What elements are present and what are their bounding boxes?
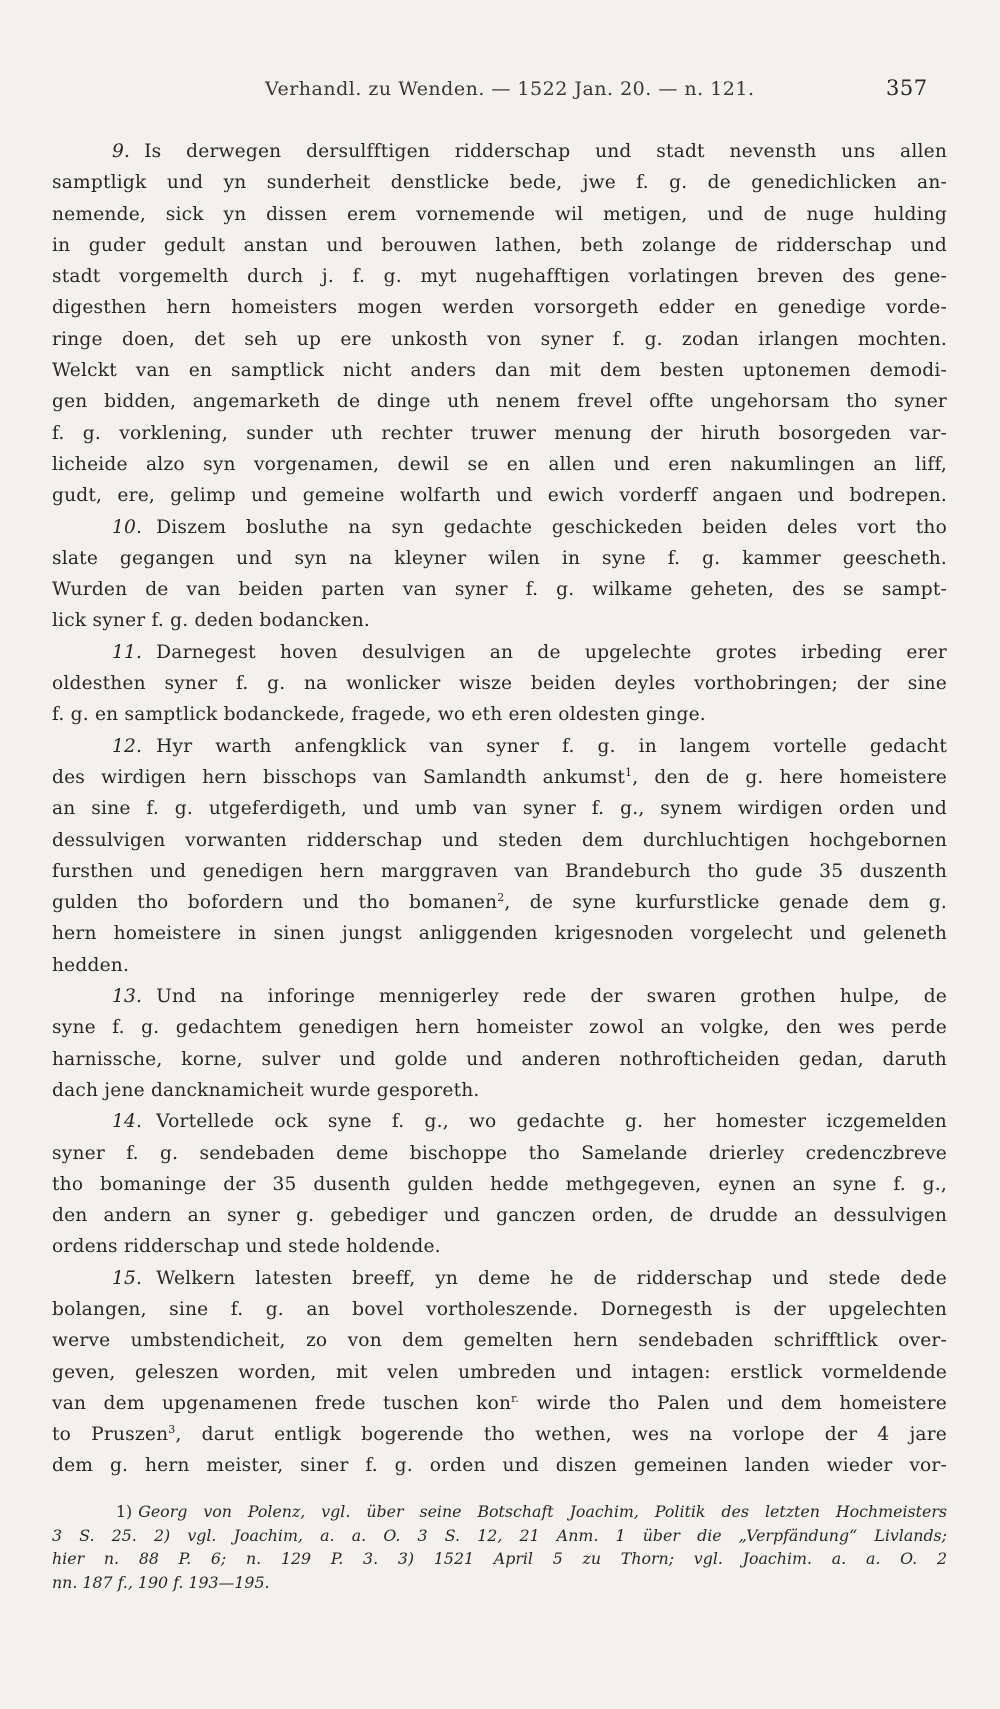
- line-text: syner f. g. sendebaden deme bischoppe tho Samelande drierley credenczbreve: [52, 1142, 947, 1164]
- footnote-text: 3 S. 25. 2) vgl. Joachim, a. a. O. 3 S. 12, 21 Anm. 1 über die „Verpfändung“ Livlands;: [52, 1525, 947, 1545]
- text-line: [52, 418, 947, 449]
- text-line: [52, 574, 947, 605]
- line-text: slate gegangen und syn na kleyner wilen in syne f. g. kammer geescheth.: [52, 547, 947, 569]
- line-text: fursthen und genedigen hern marggraven van Brandeburch tho gude 35 duszenth: [52, 860, 947, 882]
- text-line: [52, 449, 947, 480]
- line-text: Darnegest hoven desulvigen an de upgelechte grotes irbeding erer: [156, 641, 947, 663]
- line-text: van dem upgenamenen frede tuschen kon: [52, 1392, 512, 1414]
- text-line: [52, 261, 947, 292]
- text-line: [52, 605, 947, 636]
- text-line: [52, 950, 947, 981]
- line-text: Diszem bosluthe na syn gedachte geschickeden beiden deles vort tho: [156, 516, 947, 538]
- line-text: , darut entligk bogerende tho wethen, wes na vorlope der 4 jare: [175, 1424, 947, 1446]
- line-text: nemende, sick yn dissen erem vornemende wil metigen, und de nuge hulding: [52, 203, 947, 225]
- footnote-ref: 1: [625, 765, 633, 779]
- text-line: [52, 1075, 947, 1106]
- text-line: [52, 1294, 947, 1325]
- text-line: [52, 856, 947, 887]
- text-line: [52, 918, 947, 949]
- text-line: [52, 1231, 947, 1262]
- footnote-line: [52, 1571, 947, 1595]
- footnotes: [52, 1500, 947, 1594]
- paragraph-number: 15.: [112, 1267, 143, 1289]
- line-text: Hyr warth anfengklick van syner f. g. in langem vortelle gedacht: [156, 735, 947, 757]
- paragraph-number: 13.: [112, 986, 143, 1008]
- line-text: des wirdigen hern bisschops van Samlandth ankumst: [52, 766, 626, 788]
- text-line: [52, 668, 947, 699]
- text-line: [52, 637, 947, 668]
- line-text: lick syner f. g. deden bodancken.: [52, 610, 370, 632]
- footnote-ref: 3: [168, 1423, 176, 1437]
- paragraph-number: 14.: [112, 1111, 143, 1133]
- text-line: [52, 1169, 947, 1200]
- line-text: Wurden de van beiden parten van syner f. g. wilkame geheten, des se sampt-: [52, 579, 947, 601]
- text-line: [52, 1106, 947, 1137]
- paragraph-number: 10.: [112, 516, 143, 538]
- line-text: stadt vorgemelth durch j. f. g. myt nugehafftigen vorlatingen breven des gene-: [52, 266, 947, 288]
- line-text: harnissche, korne, sulver und golde und anderen nothrofticheiden gedan, daruth: [52, 1048, 947, 1070]
- line-text: Is derwegen dersulfftigen ridderschap und stadt nevensth uns allen: [144, 141, 947, 162]
- text-line: [52, 292, 947, 323]
- footnote-ref: 2: [497, 891, 505, 905]
- line-text: an sine f. g. utgeferdigeth, und umb van syner f. g., synem wirdigen orden und: [52, 798, 947, 820]
- text-line: [52, 981, 947, 1012]
- text-line: [52, 1200, 947, 1231]
- text-line: [52, 1138, 947, 1169]
- footnote-line: [52, 1547, 947, 1571]
- line-text: Welckt van en samptlick nicht anders dan mit dem besten uptonemen demodi-: [52, 360, 947, 382]
- text-line: [52, 793, 947, 824]
- text-line: [52, 1012, 947, 1043]
- page-header: [0, 72, 1000, 112]
- line-text: dessulvigen vorwanten ridderschap und steden dem durchluchtigen hochgebornen: [52, 829, 947, 851]
- line-text: , de syne kurfurstlicke genade dem g.: [504, 892, 947, 914]
- paragraph-number: 11.: [112, 641, 143, 663]
- footnote-text: hier n. 88 P. 6; n. 129 P. 3. 3) 1521 April 5 zu Thorn; vgl. Joachim. a. a. O. 2: [52, 1549, 947, 1569]
- line-text: den andern an syner g. gebediger und ganczen orden, de drudde an dessulvigen: [52, 1205, 947, 1227]
- paragraph-number: 9.: [112, 141, 131, 162]
- text-line: [52, 1450, 947, 1481]
- paragraph-number: 12.: [112, 735, 143, 757]
- line-text: bolangen, sine f. g. an bovel vortholeszende. Dornegesth is der upgelechten: [52, 1298, 947, 1320]
- line-text: ordens ridderschap und stede holdende.: [52, 1236, 441, 1258]
- line-text: wirde tho Palen und dem homeistere: [519, 1392, 947, 1414]
- text-line: [52, 825, 947, 856]
- line-text: werve umbstendicheit, zo von dem gemelten hern sendebaden schrifftlick over-: [52, 1330, 947, 1352]
- text-line: [52, 167, 947, 198]
- text-line: [52, 543, 947, 574]
- text-line: [52, 324, 947, 355]
- text-line: [52, 1263, 947, 1294]
- line-text: tho bomaninge der 35 dusenth gulden hedde methgegeven, eynen an syne f. g.,: [52, 1173, 947, 1195]
- line-text: samptligk und yn sunderheit denstlicke bede, jwe f. g. de genedichlicken an-: [52, 172, 947, 194]
- text-line: [52, 480, 947, 511]
- text-line: [52, 1388, 947, 1419]
- text-line: [52, 699, 947, 730]
- line-text: ringe doen, det seh up ere unkosth von syner f. g. zodan irlangen mochten.: [52, 328, 947, 350]
- line-text: digesthen hern homeisters mogen werden vorsorgeth edder en genedige vorde-: [52, 297, 947, 319]
- footnote-text: Georg von Polenz, vgl. über seine Botschaft Joachim, Politik des letzten Hochmeisters: [138, 1502, 947, 1521]
- line-text: to Pruszen: [52, 1424, 169, 1446]
- text-line: [52, 355, 947, 386]
- line-text: Und na inforinge mennigerley rede der swaren grothen hulpe, de: [156, 986, 947, 1008]
- body-text: [52, 136, 947, 1482]
- line-text: Vortellede ock syne f. g., wo gedachte g. her homester iczgemelden: [156, 1111, 947, 1133]
- footnote-line: [52, 1524, 947, 1548]
- line-text: gudt, ere, gelimp und gemeine wolfarth und ewich vorderff angaen und bodrepen.: [52, 485, 947, 507]
- line-text: , den de g. here homeistere: [632, 766, 947, 788]
- line-text: syne f. g. gedachtem genedigen hern homeister zowol an volgke, den wes perde: [52, 1017, 947, 1039]
- footnote-ref: r.: [511, 1391, 520, 1405]
- page-number: 357: [886, 76, 928, 100]
- text-line: [52, 1357, 947, 1388]
- text-line: [52, 512, 947, 543]
- line-text: geven, geleszen worden, mit velen umbreden und intagen: erstlick vormeldende: [52, 1361, 947, 1383]
- line-text: oldesthen syner f. g. na wonlicker wisze beiden deyles vorthobringen; der sine: [52, 673, 947, 695]
- text-line: [52, 136, 947, 167]
- line-text: hern homeistere in sinen jungst anliggenden krigesnoden vorgelecht und geleneth: [52, 923, 947, 945]
- footnote-text: nn. 187 f., 190 f. 193—195.: [52, 1572, 270, 1592]
- line-text: Welkern latesten breeff, yn deme he de ridderschap und stede dede: [156, 1267, 947, 1289]
- line-text: in guder gedult anstan und berouwen lathen, beth zolange de ridderschap und: [52, 234, 947, 256]
- footnote-mark: 1): [116, 1502, 133, 1521]
- text-line: [52, 1325, 947, 1356]
- line-text: gulden tho bofordern und tho bomanen: [52, 892, 498, 914]
- text-line: [52, 1044, 947, 1075]
- text-line: [52, 386, 947, 417]
- text-line: [52, 1419, 947, 1450]
- text-line: [52, 762, 947, 793]
- line-text: licheide alzo syn vorgenamen, dewil se en allen und eren nakumlingen an liff,: [52, 453, 947, 475]
- running-head: Verhandl. zu Wenden. — 1522 Jan. 20. — n. 121.: [265, 78, 755, 100]
- line-text: dach jene dancknamicheit wurde gesporeth.: [52, 1079, 480, 1101]
- text-line: [52, 199, 947, 230]
- line-text: dem g. hern meister, siner f. g. orden und diszen gemeinen landen wieder vor-: [52, 1455, 947, 1477]
- text-line: [52, 731, 947, 762]
- line-text: f. g. vorklening, sunder uth rechter truwer menung der hiruth bosorgeden var-: [52, 422, 947, 444]
- footnote-line: [52, 1500, 947, 1524]
- text-line: [52, 230, 947, 261]
- text-line: [52, 887, 947, 918]
- line-text: gen bidden, angemarketh de dinge uth nenem frevel offte ungehorsam tho syner: [52, 391, 947, 413]
- line-text: hedden.: [52, 954, 130, 976]
- line-text: f. g. en samptlick bodanckede, fragede, wo eth eren oldesten ginge.: [52, 704, 706, 726]
